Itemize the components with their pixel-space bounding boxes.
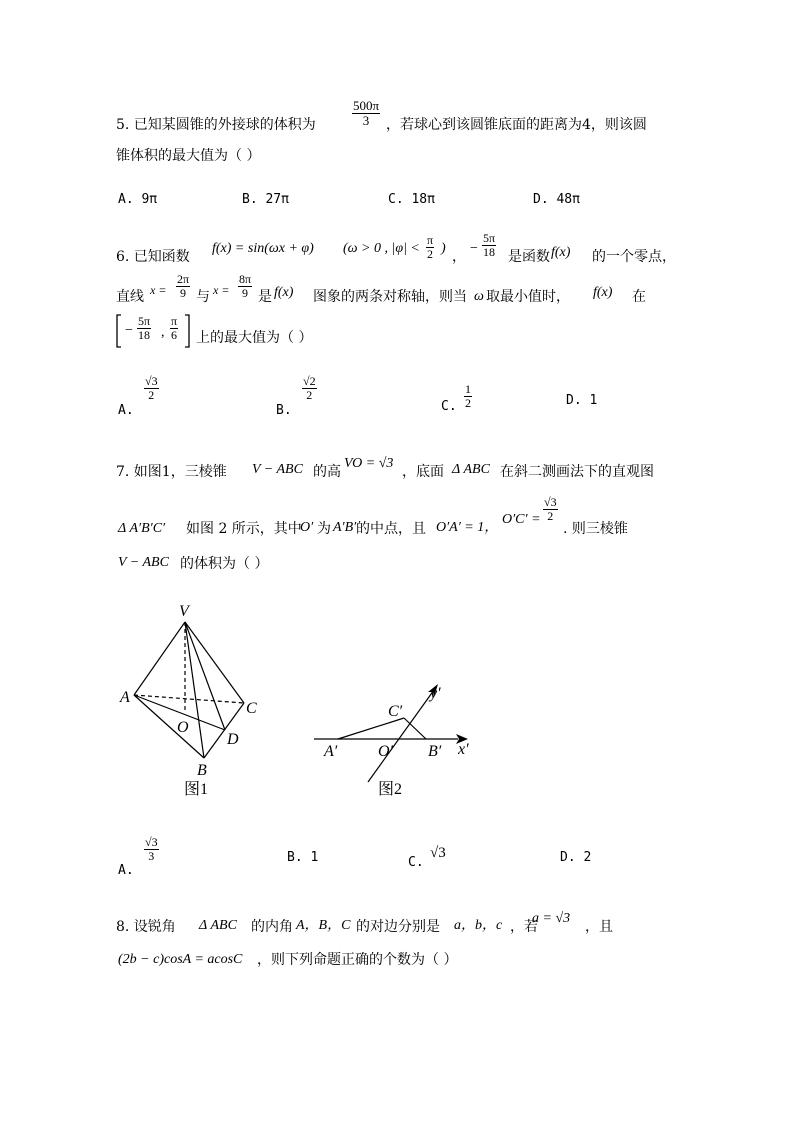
q8-angles: A，B，C (296, 918, 351, 933)
q5-option-d[interactable]: D. 48π (533, 192, 580, 207)
q5-option-c[interactable]: C. 18π (388, 192, 435, 207)
q6-comma: ， (452, 249, 466, 265)
q7-l2-tri: Δ A′B′C′ (118, 521, 166, 536)
q6-option-a-num: √3 (145, 374, 158, 388)
q5-line1 (116, 118, 316, 132)
q6-condition (343, 242, 420, 256)
q7-oc-den: 2 (547, 508, 554, 523)
q6-x1-num: 2π (177, 272, 190, 286)
q6-x-eq-1: x = (150, 283, 167, 297)
q8-tri: Δ ABC (199, 918, 237, 933)
q7-option-c-label[interactable]: C. (408, 855, 424, 870)
q6-option-d[interactable]: D. 1 (566, 393, 598, 408)
fig1-label-a: A (120, 689, 130, 706)
q7-l2-b: 为 (317, 521, 331, 537)
q7-option-a-num: √3 (145, 835, 158, 849)
q8-equation: (2b − c)cosA = acosC (118, 952, 243, 967)
q7-mid1: 的高 (313, 464, 341, 480)
q6-int-sign: − (125, 323, 133, 338)
fig1-label-d: D (227, 731, 239, 748)
q6-option-b-den: 2 (306, 387, 313, 402)
q6-fx-3: f(x) (593, 285, 613, 300)
q6-cond-a: (ω > 0 , |φ| < (343, 241, 420, 256)
q5-prefix: 5. 已知某圆锥的外接球的体积为 (116, 117, 316, 133)
q6-option-c-num: 1 (465, 382, 471, 396)
fig2-caption: 图2 (378, 781, 403, 798)
edge-ac-prime (338, 718, 404, 739)
fig2-label-x: x′ (458, 741, 469, 758)
fig2-label-c: C′ (388, 703, 403, 720)
q6-option-b-num: √2 (303, 374, 316, 388)
q7-l2-oc: O′C′ = (502, 512, 541, 527)
q8-a1: 的内角 (251, 919, 293, 935)
q5-option-b[interactable]: B. 27π (242, 192, 289, 207)
q7-vo: VO = √3 (344, 456, 394, 471)
q5-frac-den: 3 (362, 112, 370, 128)
q8-l2-tail: ，则下列命题正确的个数为（ ） (257, 952, 458, 968)
fig2-label-b: B′ (428, 743, 442, 760)
q6-omega: ω (474, 289, 484, 304)
q5-line1-rest: ，若球心到该圆锥底面的距离为4，则该圆 (386, 117, 647, 133)
q7-l3: 的体积为（ ） (180, 556, 269, 572)
q6-zai: 在 (632, 289, 646, 305)
q7-l2-ab: A′B′ (333, 520, 357, 535)
q7-option-b[interactable]: B. 1 (287, 850, 319, 865)
q6-option-b-fraction[interactable] (302, 375, 317, 401)
q6-line2-d: 取最小值时， (486, 289, 570, 305)
figure-1-pyramid (110, 598, 280, 803)
q7-vabc: V − ABC (252, 462, 303, 477)
q7-option-a-den: 3 (148, 848, 155, 863)
fig2-label-a: A′ (324, 743, 338, 760)
q6-zero-num: 5π (483, 231, 496, 245)
q6-cond-b: ) (441, 241, 446, 256)
q7-tri: Δ ABC (452, 462, 490, 477)
q6-x2-den: 9 (242, 285, 249, 300)
q6-zero-fraction (482, 232, 496, 258)
q8-prefix: 8. 设锐角 (116, 919, 176, 935)
q6-int-den1: 18 (138, 327, 151, 342)
q6-function-def: f(x) = sin(ωx + φ) (212, 241, 314, 256)
q6-option-a-den: 2 (148, 387, 155, 402)
q6-line2-a: 直线 (116, 289, 144, 305)
q6-zero-sign: − (470, 241, 478, 256)
q6-cond-fraction (426, 234, 434, 260)
edge-ab (134, 695, 204, 758)
q7-l2-a: 如图 2 所示，其中 (186, 521, 302, 537)
q6-zero-tail: 是函数 (508, 249, 550, 265)
q5-option-a[interactable]: A. 9π (118, 192, 158, 207)
fig2-label-o: O′ (378, 743, 394, 760)
q6-cond-frac-num: π (427, 233, 434, 247)
q7-mid2: ，底面 (402, 464, 444, 480)
q6-int-sep: , (161, 325, 165, 340)
q7-option-d[interactable]: D. 2 (560, 850, 592, 865)
q6-option-b-label[interactable]: B. (276, 403, 292, 418)
q6-x2-num: 8π (239, 272, 252, 286)
q6-option-c-label[interactable]: C. (441, 399, 457, 414)
q5-line2: 锥体积的最大值为（ ） (116, 148, 261, 164)
q6-yu: 与 (196, 289, 210, 305)
fig1-label-v: V (179, 603, 189, 620)
q8-aeq: a = √3 (532, 911, 571, 926)
q7-prefix: 7. 如图1，三棱锥 (116, 464, 227, 480)
q7-option-a-label[interactable]: A. (118, 863, 134, 878)
q6-x1-fraction (176, 273, 190, 299)
q6-line2-b: 是 (258, 289, 272, 305)
fig1-caption: 图1 (184, 781, 209, 798)
q7-option-c-value[interactable]: √3 (430, 845, 446, 861)
q7-l2-d: . 则三棱锥 (563, 521, 628, 537)
q7-l2-o: O′ (300, 520, 314, 535)
q6-option-c-fraction[interactable] (464, 383, 472, 409)
q6-line2-c: 图象的两条对称轴，则当 (313, 289, 467, 305)
q6-line3-tail: 上的最大值为（ ） (196, 330, 313, 346)
q6-int-fraction-2 (170, 315, 178, 341)
q6-option-c-den: 2 (465, 395, 471, 410)
q6-fx-1: f(x) (551, 245, 571, 260)
q7-oc-fraction (543, 496, 558, 522)
q8-a2: 的对边分别是 (356, 919, 440, 935)
q8-a3: ，若 (510, 919, 538, 935)
figure-2-projection (308, 672, 478, 802)
q7-mid3: 在斜二测画法下的直观图 (500, 464, 654, 480)
q7-l3-v: V − ABC (118, 555, 169, 570)
q7-l2-c: 的中点，且 (356, 521, 426, 537)
fig1-label-c: C (246, 700, 257, 717)
edge-vb (185, 622, 204, 758)
q8-sides: a，b，c (454, 918, 503, 933)
q6-int-num1: 5π (138, 314, 151, 328)
q6-x2-fraction (238, 273, 252, 299)
q6-zero-den: 18 (483, 244, 496, 259)
fig1-label-b: B (197, 762, 207, 779)
edge-va (134, 622, 185, 695)
q6-prefix: 6. 已知函数 (116, 249, 190, 265)
q7-oc-num: √3 (544, 495, 557, 509)
edge-vc (185, 622, 244, 703)
q5-volume-fraction (352, 99, 380, 127)
q8-a4: ，且 (585, 919, 613, 935)
q5-frac-num: 500π (353, 98, 380, 113)
q6-int-num2: π (171, 314, 178, 328)
fig1-label-o: O (177, 719, 189, 736)
q6-fx-2: f(x) (274, 285, 294, 300)
q6-int-den2: 6 (171, 327, 178, 342)
q6-x1-den: 9 (180, 285, 187, 300)
edge-cb-prime (404, 718, 426, 739)
q6-int-fraction-1 (137, 315, 151, 341)
edge-vd (185, 622, 225, 730)
q6-option-a-label[interactable]: A. (118, 403, 134, 418)
q6-x-eq-2: x = (213, 283, 230, 297)
fig2-label-y: y′ (430, 685, 441, 702)
q7-option-a-fraction[interactable] (144, 836, 159, 862)
q6-option-a-fraction[interactable] (144, 375, 159, 401)
q6-cond-frac-den: 2 (427, 246, 434, 261)
q6-zero-end: 的一个零点， (592, 249, 676, 265)
q7-l2-oa: O′A′ = 1， (436, 520, 499, 535)
